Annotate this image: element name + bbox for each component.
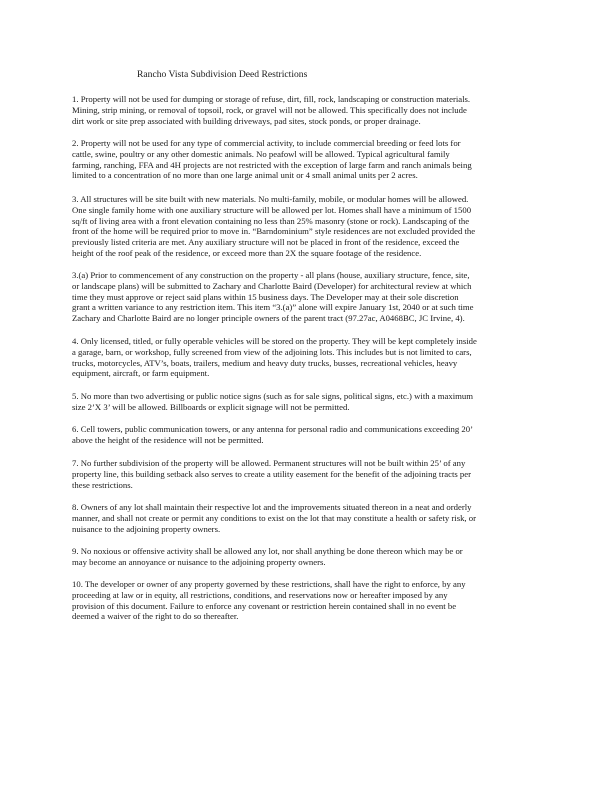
clause-line: 8. Owners of any lot shall maintain their respective lot and the improvements situated thereon in a neat and orderly xyxy=(72,502,472,512)
clause-line: a garage, barn, or workshop, fully screened from view of the adjoining lots. This includes but is not limited to cars, xyxy=(72,346,472,357)
clause-8 xyxy=(72,502,540,534)
clause-9 xyxy=(72,546,540,568)
document-title: Rancho Vista Subdivision Deed Restrictions xyxy=(137,69,308,80)
clause-line: 6. Cell towers, public communication towers, or any antenna for personal radio and communications exceeding 20’ xyxy=(72,424,473,434)
clause-line: provision of this document. Failure to enforce any covenant or restriction herein contained shall in no event be xyxy=(72,600,457,611)
clause-line: manner, and shall not create or permit any conditions to exist on the lot that may constitute a health or safety risk, or xyxy=(72,512,476,523)
clause-line: these restrictions. xyxy=(72,479,133,490)
clause-line: 4. Only licensed, titled, or fully operable vehicles will be stored on the property. They will be kept completely inside xyxy=(72,336,477,346)
clause-line: equipment, aircraft, or farm equipment. xyxy=(72,368,210,379)
clause-line: previously listed criteria are met. Any auxiliary structure will not be placed in front of the residence, exceed the xyxy=(72,237,460,248)
clause-line: Zachary and Charlotte Baird are no longer principle owners of the parent tract (97.27ac, A0468BC, JC Irvine, 4). xyxy=(72,313,465,324)
clause-line: trucks, motorcycles, ATV’s, boats, trailers, medium and heavy duty trucks, busses, recreational vehicles, heavy xyxy=(72,357,458,368)
clause-line: farming, ranching, FFA and 4H projects are not restricted with the exception of large farm and ranch animals being xyxy=(72,159,472,170)
clause-line: dirt work or site prep associated with building driveways, pad sites, stock ponds, or proper drainage. xyxy=(72,115,421,126)
clause-10 xyxy=(72,579,540,622)
clause-line: size 2’X 3’ will be allowed. Billboards or explicit signage will not be permitted. xyxy=(72,401,350,412)
clause-line: Mining, strip mining, or removal of topsoil, rock, or gravel will not be allowed. This specifically does not include xyxy=(72,104,467,115)
clause-line: 3. All structures will be site built with new materials. No multi-family, mobile, or modular homes will be allowed. xyxy=(72,194,469,204)
clause-line: may become an annoyance or nuisance to the adjoining property owners. xyxy=(72,556,326,567)
clause-3 xyxy=(72,194,540,259)
clause-line: 2. Property will not be used for any type of commercial activity, to include commercial breeding or feed lots for xyxy=(72,138,461,148)
clause-line: 9. No noxious or offensive activity shall be allowed any lot, nor shall anything be done thereon which may be or xyxy=(72,546,463,556)
clause-3a xyxy=(72,270,540,324)
clause-line: property line, this building setback also serves to create a utility easement for the benefit of the adjoining tracts per xyxy=(72,468,472,479)
clause-line: time they must approve or reject said plans within 15 business days. The Developer may at their sole discretion xyxy=(72,291,459,302)
clause-line: grant a written variance to any restriction item. This item “3.(a)” alone will expire January 1st, 2040 or at such time xyxy=(72,302,474,313)
clause-1 xyxy=(72,94,540,126)
clause-line: proceeding at law or in equity, all restrictions, conditions, and reservations now or hereafter imposed by any xyxy=(72,589,448,600)
clause-line: front of the home will be required prior to move in. “Barndominium” style residences are not excluded provided the xyxy=(72,226,476,237)
clause-line: sq/ft of living area with a front elevation containing no less than 25% masonry (stone or rock). Landscaping of the xyxy=(72,215,470,226)
clause-line: limited to a concentration of no more than one large animal unit or 4 small animal units per 2 acres. xyxy=(72,170,418,181)
clause-line: above the height of the residence will not be permitted. xyxy=(72,434,264,445)
clause-line: nuisance to the adjoining property owners. xyxy=(72,523,221,534)
clause-line: 3.(a) Prior to commencement of any construction on the property - all plans (house, auxiliary structure, fence, site, xyxy=(72,270,470,280)
clause-line: 10. The developer or owner of any property governed by these restrictions, shall have the right to enforce, by any xyxy=(72,579,466,589)
clause-line: 7. No further subdivision of the property will be allowed. Permanent structures will not be built within 25’ of any xyxy=(72,458,466,468)
clause-line: 5. No more than two advertising or public notice signs (such as for sale signs, political signs, etc.) with a maximum xyxy=(72,391,473,401)
clause-5 xyxy=(72,391,540,413)
clause-line: cattle, swine, poultry or any other domestic animals. No peafowl will be allowed. Typical agricultural family xyxy=(72,148,450,159)
clause-2 xyxy=(72,138,540,181)
clause-7 xyxy=(72,458,540,490)
clause-line: or landscape plans) will be submitted to Zachary and Charlotte Baird (Developer) for architectural review at which xyxy=(72,280,472,291)
clause-line: height of the roof peak of the residence, or exceed more than 2X the square footage of the residence. xyxy=(72,247,422,258)
clause-4 xyxy=(72,336,540,379)
clause-line: 1. Property will not be used for dumping or storage of refuse, dirt, fill, rock, landscaping or construction materials. xyxy=(72,94,471,104)
clause-line: One single family home with one auxiliary structure will be allowed per lot. Homes shall have a minimum of 1500 xyxy=(72,204,472,215)
clause-6 xyxy=(72,424,540,446)
clause-line: deemed a waiver of the right to do so thereafter. xyxy=(72,611,239,622)
